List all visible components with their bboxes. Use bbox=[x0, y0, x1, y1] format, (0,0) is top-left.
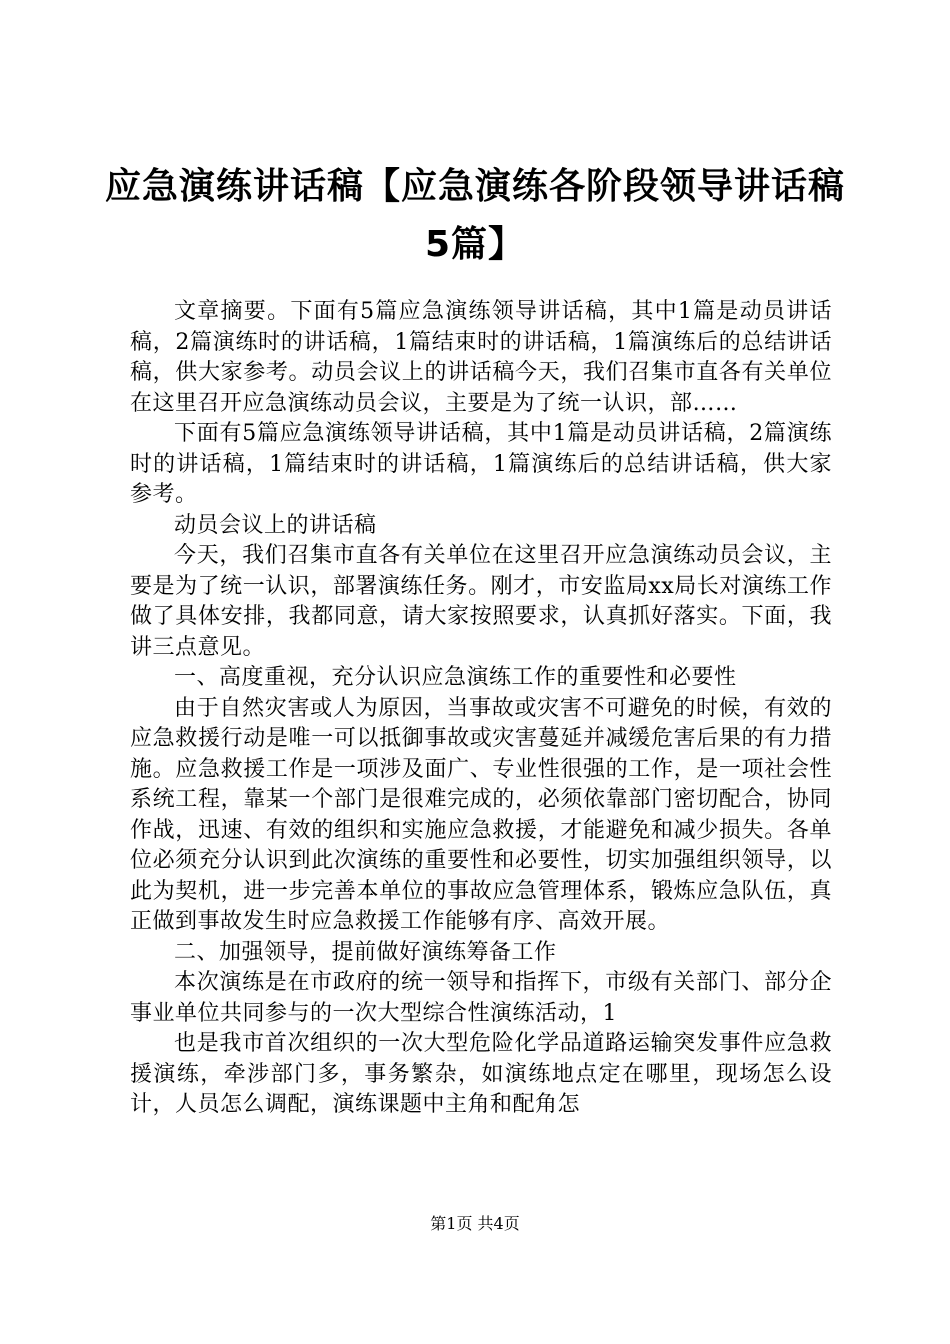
page-number-footer: 第1页 共4页 bbox=[430, 1214, 520, 1233]
title-line-2: 5篇】 bbox=[424, 224, 526, 265]
title-line-1: 应急演练讲话稿【应急演练各阶段领导讲话稿 bbox=[104, 166, 845, 207]
paragraph: 也是我市首次组织的一次大型危险化学品道路运输突发事件应急救援演练，牵涉部门多，事务繁杂，如演练地点定在哪里，现场怎么设计，人员怎么调配，演练课题中主角和配角怎 bbox=[130, 1031, 832, 1117]
section-heading: 二、加强领导，提前做好演练筹备工作 bbox=[174, 939, 557, 965]
section-heading: 一、高度重视，充分认识应急演练工作的重要性和必要性 bbox=[174, 665, 737, 690]
document-title bbox=[100, 158, 850, 274]
paragraph-abstract: 文章摘要。下面有5篇应急演练领导讲话稿，其中1篇是动员讲话稿，2篇演练时的讲话稿，1篇结束时的讲话稿，1篇演练后的总结讲话稿，供大家参考。动员会议上的讲话稿今天，我们召集市直各有关单位在这里召开应急演练动员会议，主要是为了统一认识，部…… bbox=[130, 299, 832, 416]
section-heading: 动员会议上的讲话稿 bbox=[174, 512, 377, 538]
paragraph: 本次演练是在市政府的统一领导和指挥下，市级有关部门、部分企事业单位共同参与的一次大型综合性演练活动，1 bbox=[130, 970, 832, 1026]
paragraph: 由于自然灾害或人为原因，当事故或灾害不可避免的时候，有效的应急救援行动是唯一可以抵御事故或灾害蔓延并减缓危害后果的有力措施。应急救援工作是一项涉及面广、专业性很强的工作，是一项社会性系统工程，靠某一个部门是很难完成的，必须依靠部门密切配合，协同作战，迅速、有效的组织和实施应急救援，才能避免和减少损失。各单位必须充分认识到此次演练的重要性和必要性，切实加强组织领导，以此为契机，进一步完善本单位的事故应急管理体系，锻炼应急队伍，真正做到事故发生时应急救援工作能够有序、高效开展。 bbox=[130, 695, 832, 934]
document-body bbox=[130, 297, 832, 1121]
paragraph-intro: 下面有5篇应急演练领导讲话稿，其中1篇是动员讲话稿，2篇演练时的讲话稿，1篇结束时的讲话稿，1篇演练后的总结讲话稿，供大家参考。 bbox=[130, 421, 832, 507]
paragraph: 今天，我们召集市直各有关单位在这里召开应急演练动员会议，主要是为了统一认识，部署演练任务。刚才，市安监局xx局长对演练工作做了具体安排，我都同意，请大家按照要求，认真抓好落实。下面，我讲三点意见。 bbox=[130, 543, 832, 660]
